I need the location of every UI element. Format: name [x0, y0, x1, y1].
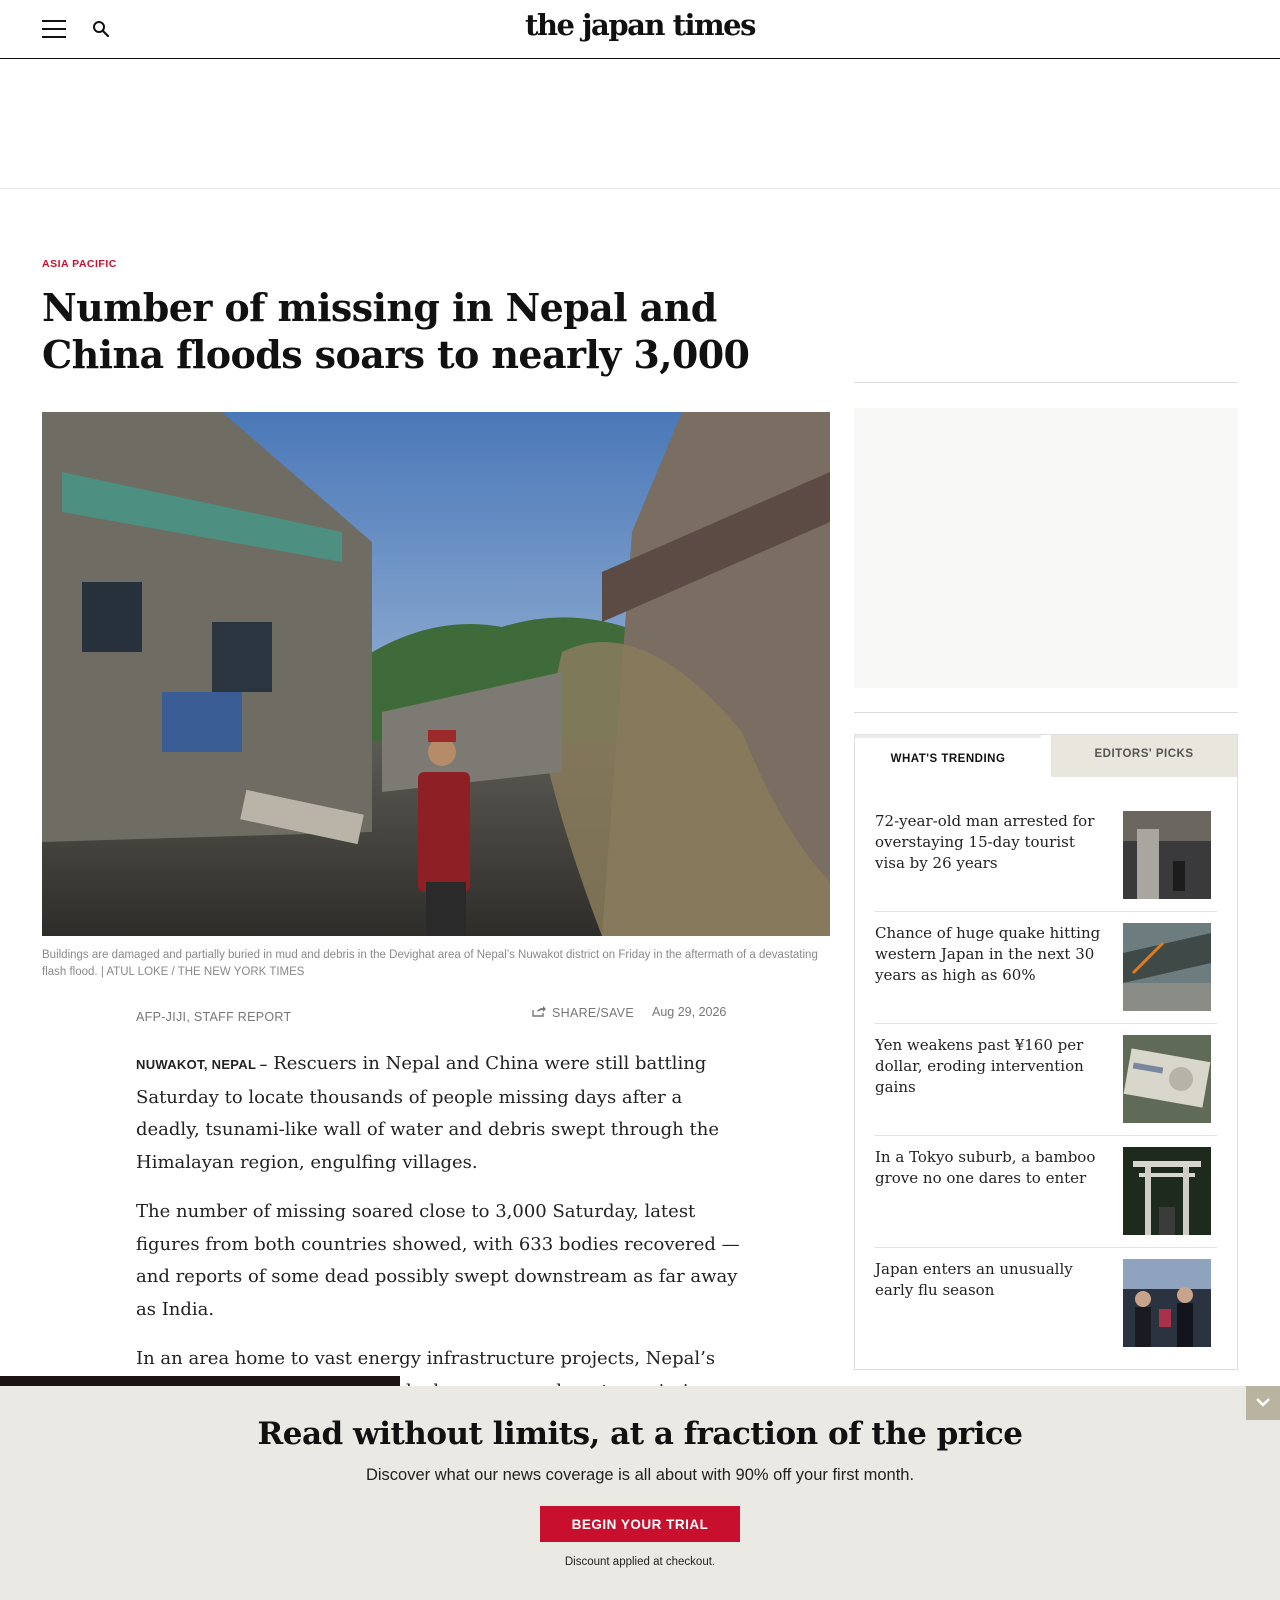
sidebar-divider	[854, 712, 1238, 713]
yen-banknotes-photo[interactable]	[1123, 1035, 1211, 1123]
site-logo[interactable]: the japan times	[525, 8, 755, 42]
share-icon	[532, 1005, 546, 1020]
trending-item-title[interactable]: Chance of huge quake hitting western Japan in the next 30 years as high as 60%	[875, 924, 1101, 984]
byline[interactable]: AFP-JIJI, STAFF REPORT	[136, 1010, 292, 1024]
station-pillar-photo[interactable]	[1123, 811, 1211, 899]
masked-crowd-photo[interactable]	[1123, 1259, 1211, 1347]
paragraph: In an area home to vast energy infrastructure projects, Nepal’s	[136, 1348, 716, 1369]
trending-divider	[875, 1135, 1217, 1136]
collapse-paywall-button[interactable]	[1246, 1386, 1280, 1420]
floating-video-player[interactable]	[0, 1376, 400, 1386]
trending-item[interactable]	[875, 1259, 1217, 1371]
share-save-label: SHARE/SAVE	[552, 1005, 634, 1020]
trending-divider	[875, 911, 1217, 912]
paywall-banner	[0, 1386, 1280, 1600]
chevron-down-icon	[1255, 1394, 1271, 1412]
trending-item-title[interactable]: In a Tokyo suburb, a bamboo grove no one dares to enter	[875, 1148, 1096, 1187]
paywall-subtitle: Discover what our news coverage is all about with 90% off your first month.	[365, 1466, 915, 1484]
tab-whats-trending[interactable]: WHAT'S TRENDING	[855, 735, 1041, 779]
tab-editors-picks[interactable]: EDITORS' PICKS	[1051, 735, 1237, 777]
article-headline: Number of missing in Nepal and China floods soars to nearly 3,000	[42, 285, 750, 377]
trending-item[interactable]	[875, 1147, 1217, 1259]
hero-photo	[42, 412, 830, 936]
trending-item-title[interactable]: Yen weakens past ¥160 per dollar, eroding intervention gains	[875, 1036, 1084, 1096]
trending-item-title[interactable]: 72-year-old man arrested for overstaying 15-day tourist visa by 26 years	[875, 812, 1095, 872]
begin-trial-button[interactable]: BEGIN YOUR TRIAL	[540, 1506, 740, 1542]
dateline: NUWAKOT, NEPAL –	[136, 1057, 268, 1072]
trending-panel	[854, 734, 1238, 1370]
top-ad-slot	[0, 59, 1280, 189]
paragraph: The number of missing soared close to 3,000 Saturday, latest figures from both countries showed, with 633 bodies recovered — and reports of some dead possibly swept downstream as far away as India.	[136, 1201, 740, 1320]
section-label[interactable]: ASIA PACIFIC	[42, 258, 117, 270]
share-save-button[interactable]	[532, 1005, 634, 1020]
paragraph: NUWAKOT, NEPAL – Rescuers in Nepal and China were still battling Saturday to locate thousands of people missing days after a deadly, tsunami-like wall of water and debris swept through the Himalayan region, engulfing villages.	[136, 1053, 719, 1173]
torii-gate-photo[interactable]	[1123, 1147, 1211, 1235]
trending-item[interactable]	[875, 811, 1217, 923]
collapsed-highway-photo[interactable]	[1123, 923, 1211, 1011]
paywall-title: Read without limits, at a fraction of the price	[257, 1416, 1023, 1452]
sidebar-ad-slot	[854, 408, 1238, 688]
trending-item[interactable]	[875, 923, 1217, 1035]
paywall-note: Discount applied at checkout.	[564, 1556, 716, 1568]
trending-divider	[875, 1247, 1217, 1248]
trending-item-title[interactable]: Japan enters an unusually early flu season	[875, 1260, 1073, 1299]
trending-divider	[875, 1023, 1217, 1024]
trending-item[interactable]	[875, 1035, 1217, 1147]
photo-caption: Buildings are damaged and partially buried in mud and debris in the Devighat area of Nepal’s Nuwakot district on Friday in the aftermath of a devastating flash flood. | ATUL LOKE / THE NEW YORK TIMES	[42, 949, 818, 978]
site-header	[0, 0, 1280, 59]
publish-date: Aug 29, 2026	[652, 1005, 727, 1019]
sidebar-divider	[854, 382, 1238, 383]
